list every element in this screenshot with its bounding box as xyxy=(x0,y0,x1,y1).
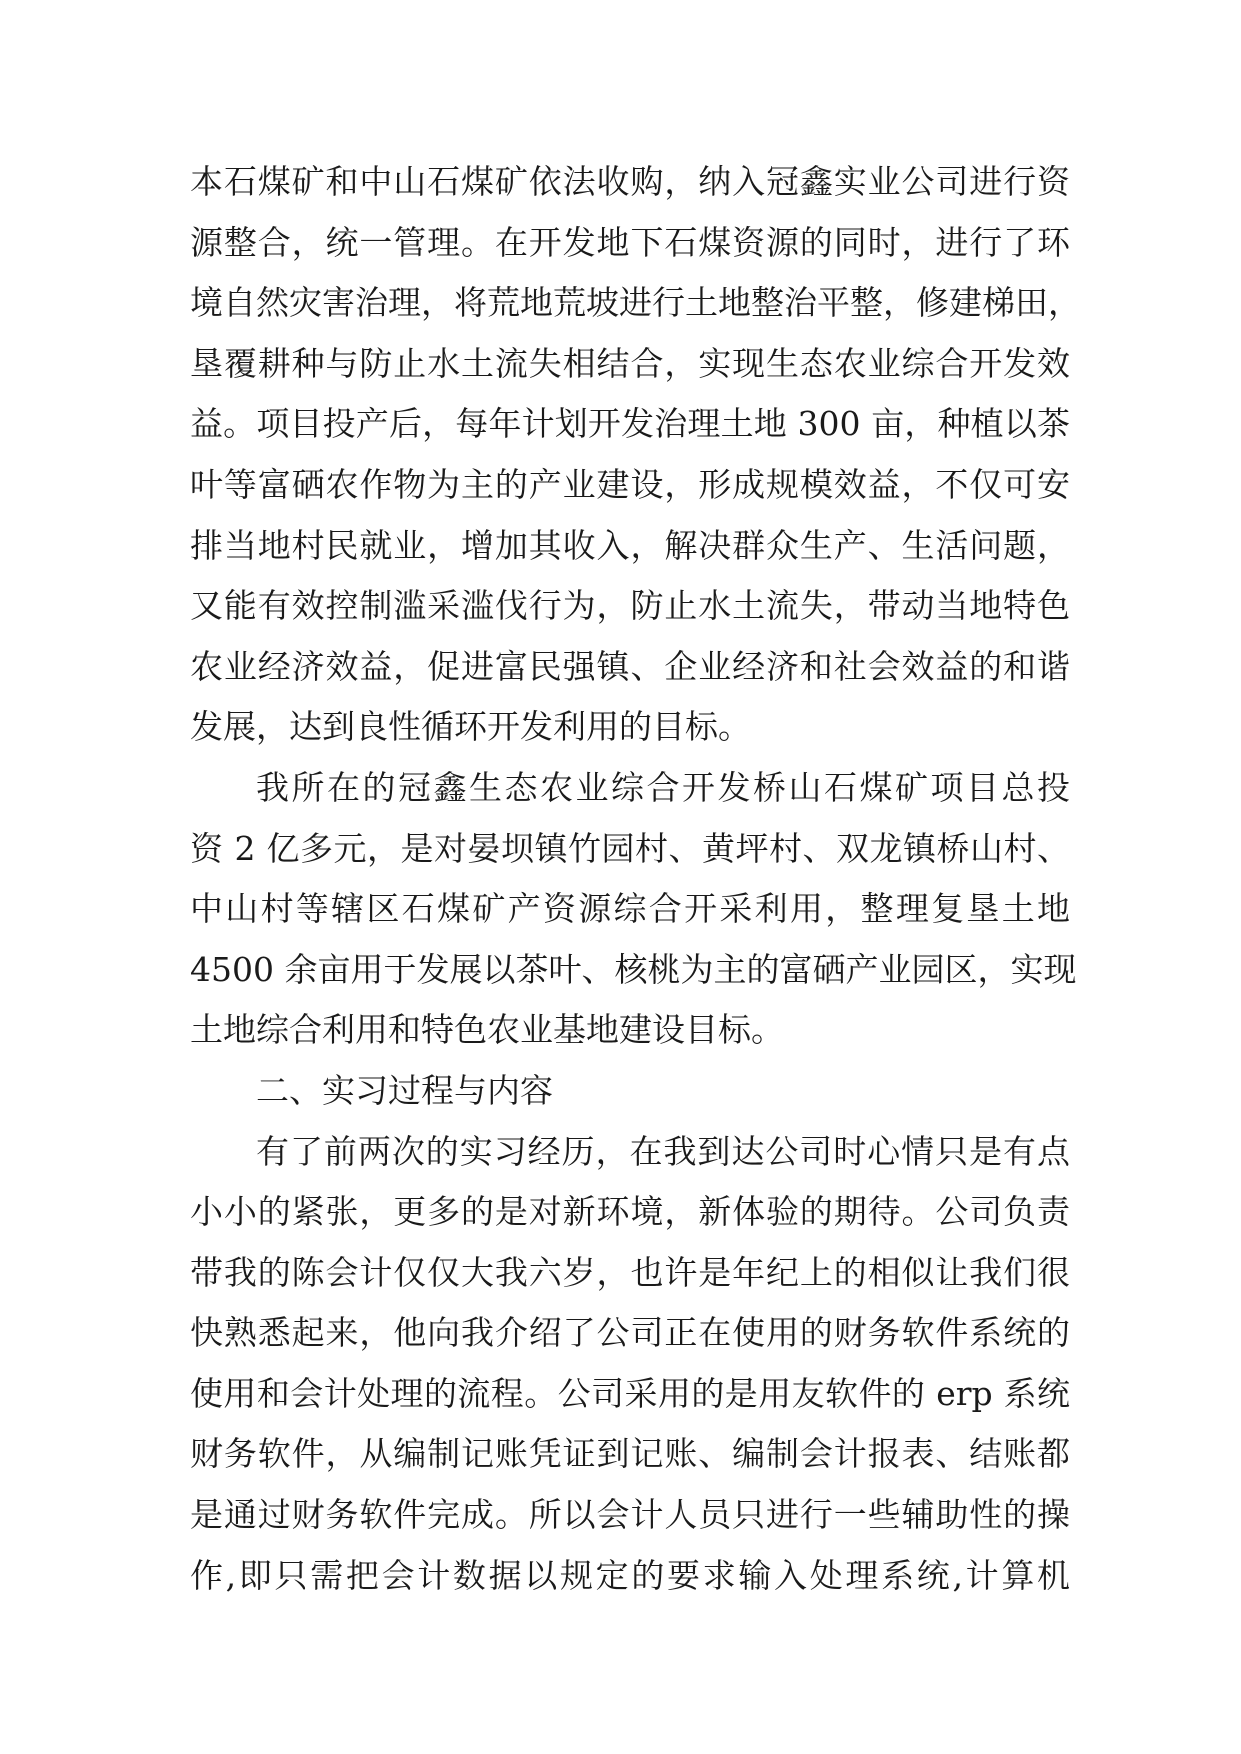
text-line: 垦覆耕种与防止水土流失相结合，实现生态农业综合开发效 xyxy=(190,343,1070,383)
text-line: 土地综合利用和特色农业基地建设目标。 xyxy=(190,1010,784,1050)
text-line: 是通过财务软件完成。所以会计人员只进行一些辅助性的操 xyxy=(190,1495,1070,1535)
text-line: 本石煤矿和中山石煤矿依法收购，纳入冠鑫实业公司进行资 xyxy=(190,162,1070,201)
text-line: 使用和会计处理的流程。公司采用的是用友软件的 erp 系统 xyxy=(190,1373,1070,1413)
text-line: 作,即只需把会计数据以规定的要求输入处理系统,计算机 xyxy=(190,1555,1070,1595)
text-line: 中山村等辖区石煤矿产资源综合开采利用，整理复垦土地 xyxy=(190,889,1070,929)
text-line: 二、实习过程与内容 xyxy=(256,1070,553,1110)
text-line: 小小的紧张，更多的是对新环境，新体验的期待。公司负责 xyxy=(190,1192,1070,1232)
text-line: 资 2 亿多元，是对晏坝镇竹园村、黄坪村、双龙镇桥山村、 xyxy=(190,828,1070,868)
text-line: 快熟悉起来，他向我介绍了公司正在使用的财务软件系统的 xyxy=(190,1313,1070,1353)
text-line: 排当地村民就业，增加其收入，解决群众生产、生活问题， xyxy=(190,525,1070,565)
text-line: 境自然灾害治理，将荒地荒坡进行土地整治平整，修建梯田， xyxy=(190,283,1081,323)
text-line: 叶等富硒农作物为主的产业建设，形成规模效益，不仅可安 xyxy=(190,464,1070,504)
text-line: 发展，达到良性循环开发利用的目标。 xyxy=(190,707,751,747)
body-text xyxy=(190,152,1081,1606)
text-line: 有了前两次的实习经历，在我到达公司时心情只是有点 xyxy=(256,1131,1070,1171)
text-line: 益。项目投产后，每年计划开发治理土地 300 亩，种植以茶 xyxy=(190,404,1070,444)
text-line: 财务软件，从编制记账凭证到记账、编制会计报表、结账都 xyxy=(190,1434,1070,1474)
text-line: 4500 余亩用于发展以茶叶、核桃为主的富硒产业园区，实现 xyxy=(190,949,1077,989)
text-line: 源整合，统一管理。在开发地下石煤资源的同时，进行了环 xyxy=(190,222,1070,262)
text-line: 我所在的冠鑫生态农业综合开发桥山石煤矿项目总投 xyxy=(256,767,1070,807)
text-line: 带我的陈会计仅仅大我六岁，也许是年纪上的相似让我们很 xyxy=(190,1252,1070,1292)
text-line: 农业经济效益，促进富民强镇、企业经济和社会效益的和谐 xyxy=(190,646,1070,686)
text-line: 又能有效控制滥采滥伐行为，防止水土流失，带动当地特色 xyxy=(190,586,1070,626)
